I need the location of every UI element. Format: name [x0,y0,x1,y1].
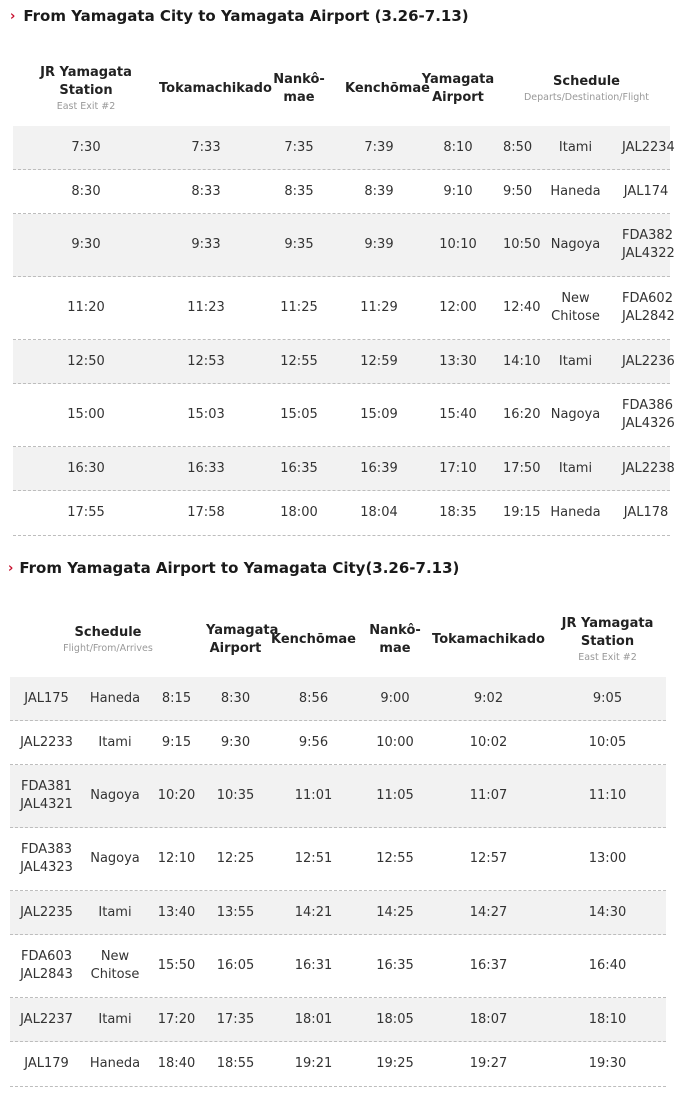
table-cell: 8:30 [220,690,251,706]
table-cell: 17:35 [216,1011,255,1027]
table-cell: Itami [558,139,593,155]
table-cell: JAL2236 [622,353,675,369]
table-row [13,384,675,447]
table-cell: 9:10 [443,183,473,199]
header-kenchomae: Kenchōmae [345,81,430,96]
table-cell: 12:25 [216,851,255,866]
table-cell: 19:27 [469,1056,508,1071]
table-cell: 12:55 [376,851,414,866]
table-cell: 16:31 [294,958,333,973]
table-cell: 18:01 [294,1011,333,1027]
table-cell: 16:35 [280,460,318,476]
table-row [13,277,675,340]
table-cell: 14:21 [294,904,333,920]
table-cell: 15:50 [157,958,196,973]
header-subtext: East Exit #2 [56,101,116,112]
table-cell: 12:00 [439,300,477,315]
table-cell: New Chitose [90,949,140,982]
table-cell: JAL2237 [20,1011,73,1027]
table-cell: 11:25 [280,300,318,315]
table-cell: 11:23 [187,300,225,315]
table-cell: 10:50 [503,237,541,252]
table-cell: 9:02 [473,690,504,706]
table-cell: 9:39 [364,237,394,252]
table-cell: 9:35 [284,237,314,252]
section1-title [10,7,469,25]
table-cell: 18:35 [439,505,477,520]
table-cell: 16:05 [216,958,255,973]
table-cell: 10:20 [157,788,196,803]
table-cell: 8:10 [443,139,473,155]
table-cell: 9:56 [298,734,329,750]
table-cell: Itami [98,734,132,750]
table-row [13,170,670,214]
table-cell: 8:39 [364,183,394,199]
table-cell: 10:00 [376,734,414,750]
table-row [10,828,666,891]
table-cell: 18:00 [280,505,318,520]
table-cell: 11:05 [376,788,414,803]
table-cell: FDA602 JAL2842 [622,291,675,324]
table-cell: 11:07 [469,788,508,803]
table-cell: 17:55 [67,505,105,520]
table-cell: 18:10 [588,1011,627,1027]
table-cell: 8:50 [503,139,533,155]
table-cell: 12:59 [360,353,398,369]
table-cell: 9:00 [380,690,410,706]
table-cell: 9:30 [220,734,251,750]
table-row [13,491,670,536]
table-cell: 14:30 [588,904,627,920]
table-cell: 13:55 [216,904,255,920]
table-cell: JAL175 [24,690,69,706]
table-cell: JAL2233 [20,734,73,750]
table-cell: 12:51 [294,851,333,866]
table-cell: 8:15 [161,690,192,706]
header-subtext: Flight/From/Arrives [63,643,153,654]
table-cell: 8:56 [298,690,329,706]
header-nankomae: Nankô- mae [273,72,325,105]
table-cell: FDA386 JAL4326 [622,398,675,431]
table-cell: 18:55 [216,1056,255,1071]
table-cell: 12:55 [280,353,318,369]
table-cell: New Chitose [551,291,600,324]
table-cell: Haneda [89,1056,141,1071]
table-cell: 8:33 [191,183,221,199]
table-cell: Itami [98,1011,132,1027]
table-row [10,998,666,1042]
header-nankomae: Nankô- mae [369,623,421,656]
table-cell: 15:09 [360,407,398,422]
table-cell: Haneda [550,505,601,520]
table-cell: JAL2234 [622,139,675,155]
table-cell: Nagoya [90,851,140,866]
table-cell: 8:35 [284,183,314,199]
table-cell: 16:37 [469,958,508,973]
table-cell: 13:00 [588,851,627,866]
table-row [10,721,666,765]
table-cell: 9:33 [191,237,221,252]
section2-table-header [10,603,666,678]
section1-timetable [13,126,675,536]
table-row [10,677,666,721]
table-cell: 16:40 [588,958,627,973]
table-cell: Haneda [550,183,601,199]
header-schedule: Schedule Flight/From/Arrives [10,606,206,674]
table-cell: 12:40 [503,300,541,315]
table-row [10,935,666,998]
chevron-right-icon: › [8,560,14,576]
table-cell: 11:01 [294,788,333,803]
header-yamagata-airport: Yamagata Airport [421,72,495,105]
chevron-right-icon: › [10,8,16,24]
table-cell: 19:30 [588,1056,627,1071]
header-tokamachikado: Tokamachikado [159,81,272,96]
table-cell: Nagoya [550,407,601,422]
table-cell: 7:39 [364,139,394,155]
table-row [13,447,675,491]
table-cell: 9:05 [592,690,623,706]
table-cell: 18:05 [376,1011,414,1027]
section2-title [8,559,459,577]
header-tokamachikado: Tokamachikado [432,632,545,647]
table-cell: 15:00 [67,407,105,422]
table-cell: 10:35 [216,788,255,803]
table-cell: JAL178 [623,505,669,520]
table-cell: 11:20 [67,300,105,315]
table-cell: 16:39 [360,460,398,476]
table-cell: 10:05 [588,734,627,750]
table-cell: 17:50 [503,460,541,476]
table-cell: 9:30 [71,237,101,252]
table-cell: JAL2235 [20,904,73,920]
table-cell: Haneda [89,690,141,706]
table-cell: 18:07 [469,1011,508,1027]
table-cell: 19:21 [294,1056,333,1071]
table-cell: 9:50 [503,183,533,199]
table-cell: 16:33 [187,460,225,476]
table-cell: 15:03 [187,407,225,422]
table-cell: 19:25 [376,1056,414,1071]
table-cell: FDA382 JAL4322 [622,228,675,261]
table-cell: 17:10 [439,460,477,476]
table-cell: 12:50 [67,353,105,369]
table-cell: JAL179 [24,1056,69,1071]
table-cell: 17:20 [157,1011,196,1027]
table-cell: Nagoya [550,237,601,252]
table-cell: 11:10 [588,788,627,803]
table-cell: Itami [558,460,593,476]
header-subtext: Departs/Destination/Flight [523,92,650,103]
header-subtext: East Exit #2 [578,652,637,663]
table-cell: 15:05 [280,407,318,422]
section1-table-header [13,52,670,127]
header-kenchomae: Kenchōmae [271,632,356,647]
table-cell: 14:10 [503,353,541,369]
table-cell: 12:53 [187,353,225,369]
table-cell: JAL174 [623,183,669,199]
table-cell: 12:10 [157,851,196,866]
table-cell: JAL2238 [622,460,675,476]
section2-timetable [10,677,666,1087]
header-schedule: Schedule Departs/Destination/Flight [503,55,670,123]
table-cell: 11:29 [360,300,398,315]
table-cell: Itami [98,904,132,920]
table-row [13,340,675,384]
table-row [10,765,666,828]
table-cell: 18:40 [157,1056,196,1071]
table-cell: 13:30 [439,353,477,369]
table-cell: 10:02 [469,734,508,750]
section1-title-text: From Yamagata City to Yamagata Airport (3.26-7.13) [23,7,469,25]
table-cell: 14:25 [376,904,414,920]
table-cell: 7:30 [71,139,101,155]
table-row [10,1042,666,1087]
table-row [10,891,666,935]
table-cell: 12:57 [469,851,508,866]
table-cell: 13:40 [157,904,196,920]
table-cell: 8:30 [71,183,101,199]
table-cell: 17:58 [187,505,225,520]
table-cell: 15:40 [439,407,477,422]
table-cell: 10:10 [439,237,477,252]
table-cell: 7:33 [191,139,221,155]
table-row [13,214,675,277]
table-cell: 16:30 [67,460,105,476]
table-cell: 19:15 [503,505,541,520]
table-row [13,126,675,170]
table-cell: Itami [558,353,593,369]
table-cell: FDA381 JAL4321 [20,779,73,812]
header-yamagata-airport: Yamagata Airport [206,623,279,656]
table-cell: FDA383 JAL4323 [20,842,73,875]
header-jr-yamagata-station: JR Yamagata Station East Exit #2 [13,46,159,132]
header-jr-yamagata-station: JR Yamagata Station East Exit #2 [549,597,666,683]
table-cell: 9:15 [161,734,192,750]
table-cell: 16:35 [376,958,414,973]
table-cell: 7:35 [284,139,314,155]
table-cell: Nagoya [90,788,140,803]
table-cell: 16:20 [503,407,541,422]
table-cell: 18:04 [360,505,398,520]
table-cell: 14:27 [469,904,508,920]
table-cell: FDA603 JAL2843 [20,949,73,982]
section2-title-text: From Yamagata Airport to Yamagata City(3.26-7.13) [19,559,460,577]
